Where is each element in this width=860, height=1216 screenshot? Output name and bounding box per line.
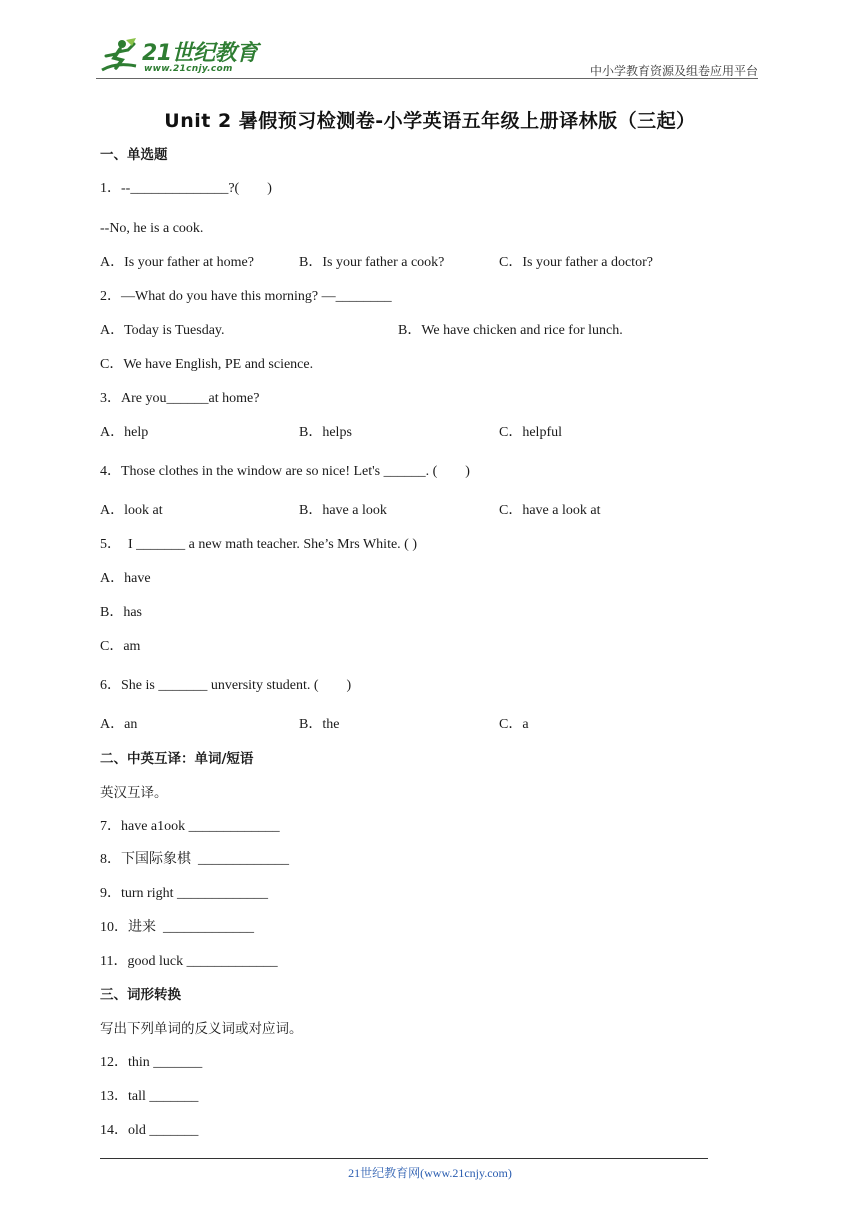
question-4-option-c[interactable]: C．have a look at xyxy=(499,503,601,518)
question-2-option-b[interactable]: B．We have chicken and rice for lunch. xyxy=(398,323,623,338)
section-3-instruction: 写出下列单词的反义词或对应词。 xyxy=(100,1021,303,1037)
question-5-option-c[interactable]: C．am xyxy=(100,639,141,654)
footer-link[interactable]: 21世纪教育网(www.21cnjy.com) xyxy=(348,1166,512,1180)
question-9: 9．turn right _____________ xyxy=(100,886,268,901)
question-11: 11．good luck _____________ xyxy=(100,954,278,969)
question-12: 12．thin _______ xyxy=(100,1055,203,1070)
header-divider xyxy=(96,78,758,79)
question-1-option-a[interactable]: A．Is your father at home? xyxy=(100,255,254,270)
question-2-stem: 2．—What do you have this morning? —________ xyxy=(100,289,392,304)
question-1-option-c[interactable]: C．Is your father a doctor? xyxy=(499,255,653,270)
header-platform-text: 中小学教育资源及组卷应用平台 xyxy=(589,64,758,78)
section-heading-1: 一、单选题 xyxy=(100,147,168,163)
question-7: 7．have a1ook _____________ xyxy=(100,819,280,834)
question-1-stem: 1．--______________?( ) xyxy=(100,181,272,196)
question-5-option-b[interactable]: B．has xyxy=(100,605,142,620)
question-5-option-a[interactable]: A．have xyxy=(100,571,151,586)
question-4-option-a[interactable]: A．look at xyxy=(100,503,163,518)
question-10: 10．进来 _____________ xyxy=(100,920,254,935)
question-14: 14．old _______ xyxy=(100,1123,199,1138)
question-2-option-a[interactable]: A．Today is Tuesday. xyxy=(100,323,225,338)
question-4-option-b[interactable]: B．have a look xyxy=(299,503,387,518)
logo-text: 21世纪教育 xyxy=(142,41,258,66)
question-6-option-b[interactable]: B．the xyxy=(299,717,340,732)
section-2-instruction: 英汉互译。 xyxy=(100,785,168,801)
question-3-option-c[interactable]: C．helpful xyxy=(499,425,562,440)
question-1-option-b[interactable]: B．Is your father a cook? xyxy=(299,255,445,270)
question-6-option-c[interactable]: C．a xyxy=(499,717,529,732)
question-6-stem: 6．She is _______ unversity student. ( ) xyxy=(100,678,352,693)
question-1-stem2: --No, he is a cook. xyxy=(100,221,204,236)
question-3-option-b[interactable]: B．helps xyxy=(299,425,352,440)
question-3-option-a[interactable]: A．help xyxy=(100,425,149,440)
section-heading-3: 三、词形转换 xyxy=(100,987,181,1003)
logo xyxy=(96,36,266,78)
question-4-stem: 4．Those clothes in the window are so nice! Let's ______. ( ) xyxy=(100,464,470,479)
logo-url: www.21cnjy.com xyxy=(144,64,233,74)
question-8: 8．下国际象棋 _____________ xyxy=(100,852,289,867)
question-5-stem: 5． I _______ a new math teacher. She’s Mrs White. ( ) xyxy=(100,537,418,552)
section-heading-2: 二、中英互译：单词/短语 xyxy=(100,751,254,767)
question-2-option-c[interactable]: C．We have English, PE and science. xyxy=(100,357,314,372)
page-title: Unit 2 暑假预习检测卷-小学英语五年级上册译林版（三起） xyxy=(164,110,696,132)
runner-logo-icon xyxy=(96,36,142,78)
question-6-option-a[interactable]: A．an xyxy=(100,717,138,732)
footer-divider xyxy=(100,1158,708,1159)
page-header xyxy=(96,30,758,80)
question-13: 13．tall _______ xyxy=(100,1089,199,1104)
question-3-stem: 3．Are you______at home? xyxy=(100,391,260,406)
